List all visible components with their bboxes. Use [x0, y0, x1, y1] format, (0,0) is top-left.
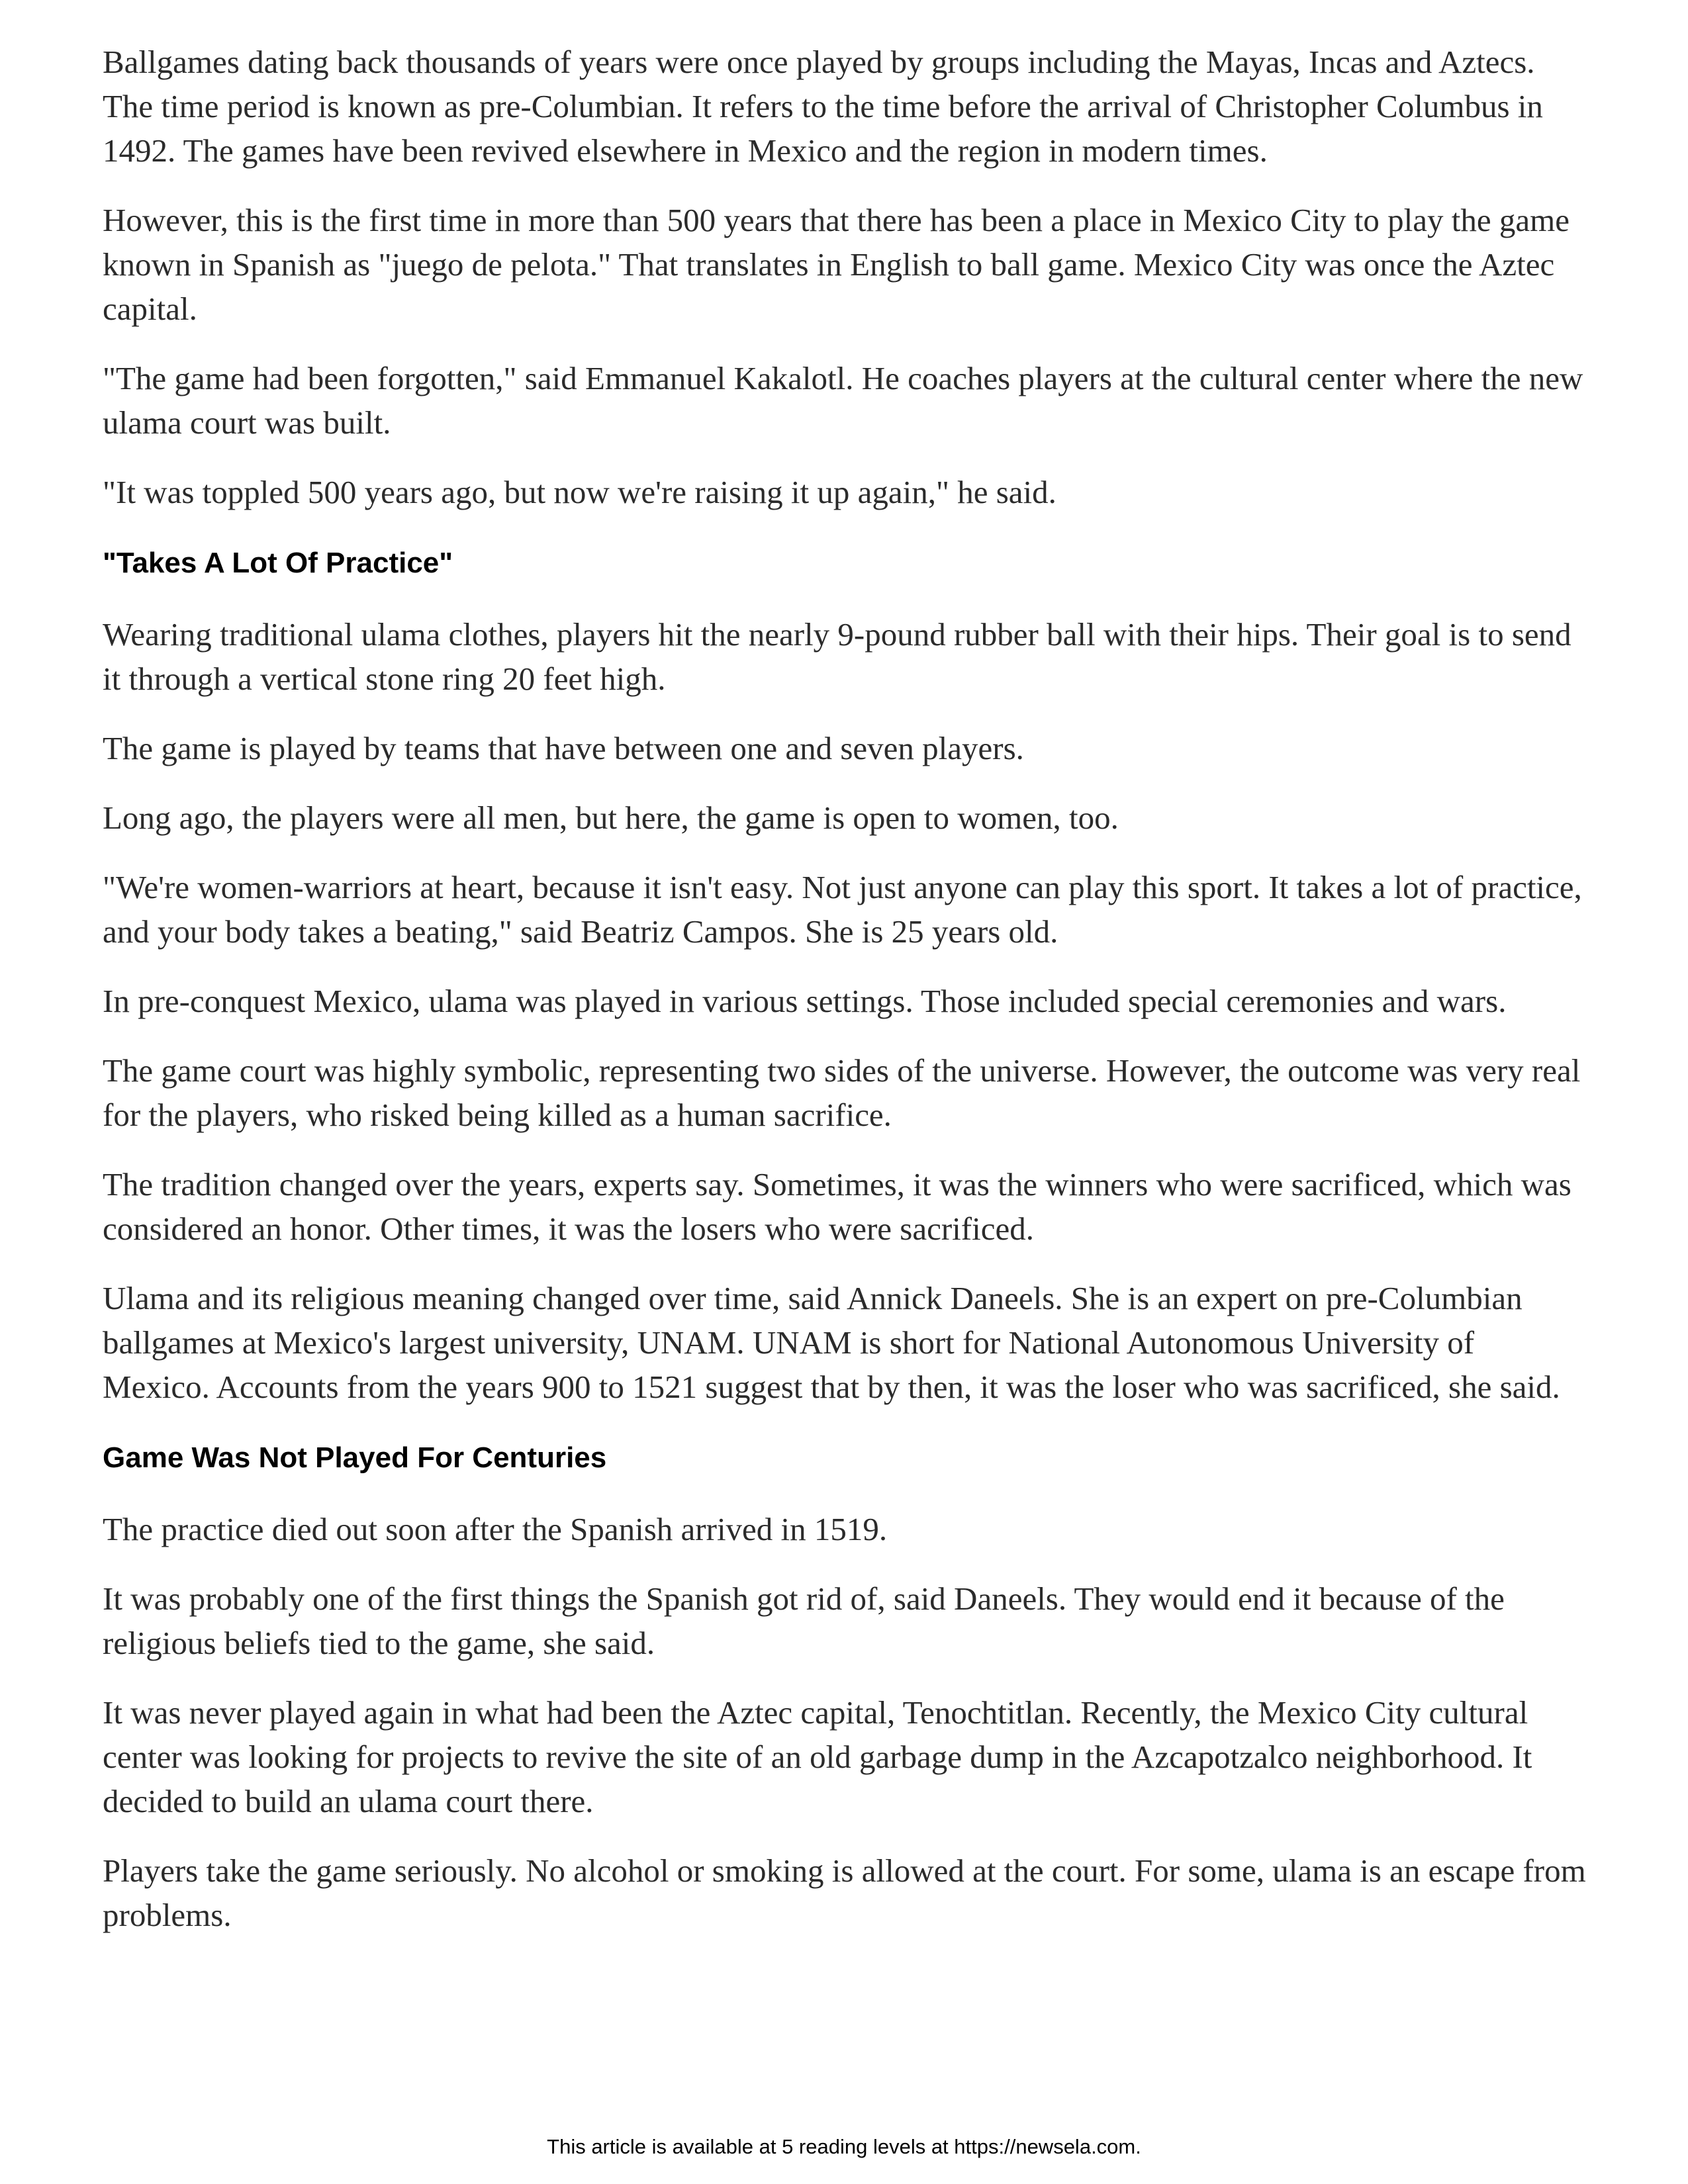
- section-heading: "Takes A Lot Of Practice": [103, 547, 453, 579]
- paragraph: Ulama and its religious meaning changed over time, said Annick Daneels. She is an expert on pre-Columbian ballgames at Mexico's largest university, UNAM. UNAM is short for National Autonomous University of Mexico. Accounts from the years 900 to 1521 suggest that by then, it was the loser who was sacrificed, she said.: [103, 1280, 1560, 1405]
- paragraph: "It was toppled 500 years ago, but now we're raising it up again," he said.: [103, 474, 1056, 510]
- paragraph: The game is played by teams that have between one and seven players.: [103, 730, 1024, 766]
- section-heading: Game Was Not Played For Centuries: [103, 1441, 607, 1474]
- paragraph: It was never played again in what had been the Aztec capital, Tenochtitlan. Recently, the Mexico City cultural center was looking for projects to revive the site of an old garbage dump in the Azcapotzalco neighborhood. It decided to build an ulama court there.: [103, 1694, 1532, 1819]
- paragraph: The practice died out soon after the Spanish arrived in 1519.: [103, 1511, 888, 1547]
- paragraph: The game court was highly symbolic, representing two sides of the universe. However, the outcome was very real for the players, who risked being killed as a human sacrifice.: [103, 1052, 1581, 1133]
- article-body: [103, 40, 1589, 1962]
- paragraph: "We're women-warriors at heart, because it isn't easy. Not just anyone can play this sport. It takes a lot of practice, and your body takes a beating," said Beatriz Campos. She is 25 years old.: [103, 869, 1582, 950]
- paragraph: The tradition changed over the years, experts say. Sometimes, it was the winners who were sacrificed, which was considered an honor. Other times, it was the losers who were sacrificed.: [103, 1166, 1571, 1247]
- paragraph: However, this is the first time in more than 500 years that there has been a place in Mexico City to play the game known in Spanish as "juego de pelota." That translates in English to ball game. Mexico City was once the Aztec capital.: [103, 202, 1570, 327]
- paragraph: In pre-conquest Mexico, ulama was played in various settings. Those included special ceremonies and wars.: [103, 983, 1507, 1019]
- paragraph: "The game had been forgotten," said Emmanuel Kakalotl. He coaches players at the cultural center where the new ulama court was built.: [103, 360, 1583, 441]
- paragraph: It was probably one of the first things the Spanish got rid of, said Daneels. They would end it because of the religious beliefs tied to the game, she said.: [103, 1580, 1505, 1661]
- paragraph: Ballgames dating back thousands of years were once played by groups including the Mayas, Incas and Aztecs. The time period is known as pre-Columbian. It refers to the time before the arrival of Christopher Columbus in 1492. The games have been revived elsewhere in Mexico and the region in modern times.: [103, 44, 1543, 169]
- paragraph: Long ago, the players were all men, but here, the game is open to women, too.: [103, 799, 1119, 836]
- page-footer: This article is available at 5 reading levels at https://newsela.com.: [547, 2135, 1141, 2158]
- paragraph: Wearing traditional ulama clothes, players hit the nearly 9-pound rubber ball with their hips. Their goal is to send it through a vertical stone ring 20 feet high.: [103, 616, 1571, 697]
- paragraph: Players take the game seriously. No alcohol or smoking is allowed at the court. For some, ulama is an escape from problems.: [103, 1852, 1586, 1933]
